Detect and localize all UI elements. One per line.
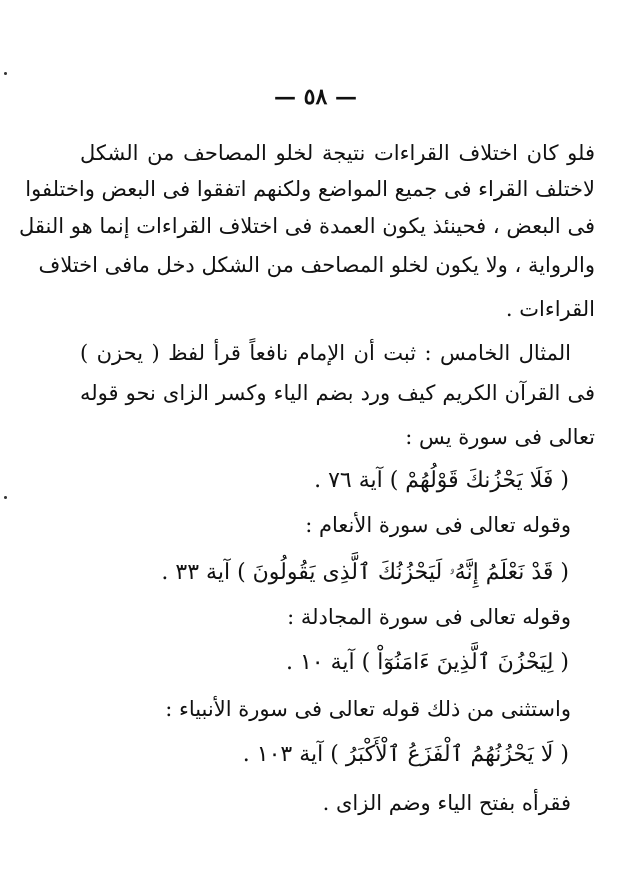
paragraph-line-5: القراءات . [505,297,595,321]
example-heading-line: المثال الخامس : ثبت أن الإمام نافعاً قرأ لفظ ( يحزن ) [80,341,571,365]
paragraph-line-1: فلو كان اختلاف القراءات نتيجة لخلو المصاحف من الشكل [80,141,595,165]
page-number: — ٥٨ — [274,84,357,110]
paragraph-line-2: لاختلف القراء فى جميع المواضع ولكنهم اتفقوا فى البعض واختلفوا [25,177,595,201]
example-line-3: تعالى فى سورة يس : [405,425,595,449]
margin-speck [4,72,7,75]
surah-intro-anbiya: واستثنى من ذلك قوله تعالى فى سورة الأنبياء : [165,697,571,721]
quran-verse-yasin: ( فَلَا يَحْزُنكَ قَوْلُهُمْ ) آية ٧٦ . [314,468,569,493]
quran-verse-mujadila: ( لِيَحْزُنَ ٱلَّذِينَ ءَامَنُوٓاْ ) آية ١٠ . [285,650,569,675]
surah-intro-mujadila: وقوله تعالى فى سورة المجادلة : [287,605,571,629]
closing-line: فقرأه بفتح الياء وضم الزاى . [322,791,571,815]
example-line-2: فى القرآن الكريم كيف ورد بضم الياء وكسر الزاى نحو قوله [80,381,595,405]
margin-speck [4,496,7,499]
surah-intro-anaam: وقوله تعالى فى سورة الأنعام : [305,513,571,537]
quran-verse-anbiya: ( لَا يَحْزُنُهُمُ ٱلْفَزَعُ ٱلْأَكْبَرُ ) آية ١٠٣ . [242,742,569,767]
paragraph-line-3: فى البعض ، فحينئذ يكون العمدة فى اختلاف القراءات إنما هو النقل [18,214,595,238]
quran-verse-anaam: ( قَدْ نَعْلَمُ إِنَّهُۥ لَيَحْزُنُكَ ٱلَّذِى يَقُولُونَ ) آية ٣٣ . [161,560,569,585]
paragraph-line-4: والرواية ، ولا يكون لخلو المصاحف من الشكل دخل مافى اختلاف [38,253,595,277]
